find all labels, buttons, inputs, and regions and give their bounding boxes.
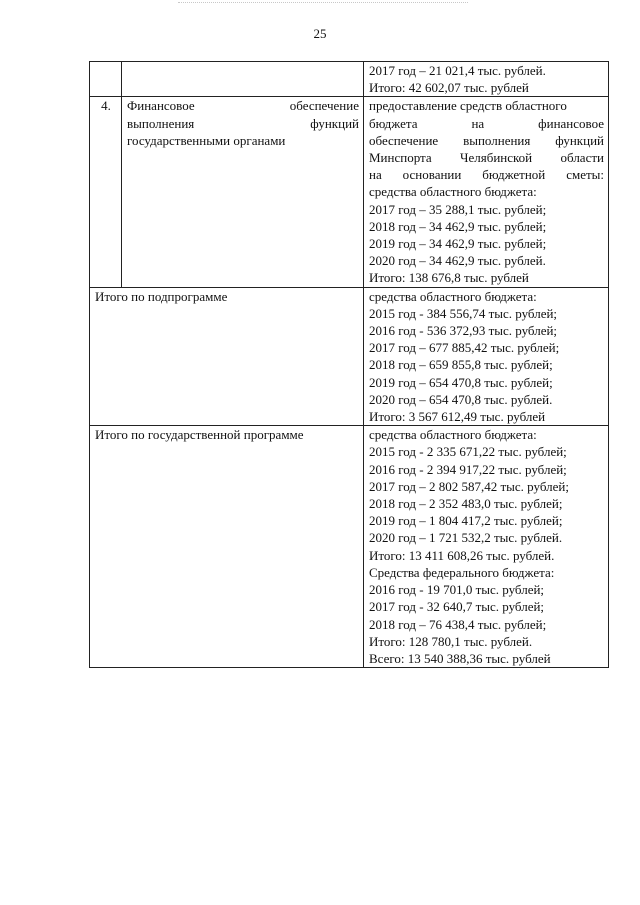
funding-line: на основании бюджетной сметы: (369, 167, 604, 183)
table-row-program-total (90, 426, 609, 668)
row-name-line: Финансовое обеспечение (127, 98, 359, 114)
funding-line: 2018 год – 34 462,9 тыс. рублей; (369, 218, 547, 234)
funding-cell (364, 287, 609, 426)
row-number-cell: 4. (90, 97, 122, 287)
funding-line: 2017 год – 677 885,42 тыс. рублей; (369, 340, 560, 356)
funding-total: Итого: 128 780,1 тыс. рублей. (369, 633, 533, 649)
funding-line: средства областного бюджета: (369, 288, 537, 304)
row-name-cell (122, 97, 364, 287)
funding-line: Минспорта Челябинской области (369, 150, 604, 166)
funding-line: 2017 год - 32 640,7 тыс. рублей; (369, 599, 545, 615)
budget-table (89, 61, 609, 668)
funding-line: 2017 год – 2 802 587,42 тыс. рублей; (369, 478, 569, 494)
row-name-cell (122, 62, 364, 97)
funding-line: Средства федерального бюджета: (369, 564, 555, 580)
funding-line: 2017 год – 21 021,4 тыс. рублей. (369, 63, 546, 78)
funding-line: 2019 год – 1 804 417,2 тыс. рублей; (369, 513, 563, 529)
table-row-continued (90, 62, 609, 97)
table-row-subprogram-total (90, 287, 609, 426)
funding-total: Итого: 138 676,8 тыс. рублей (369, 270, 529, 286)
funding-line: 2016 год - 536 372,93 тыс. рублей; (369, 323, 558, 339)
funding-line: 2020 год – 654 470,8 тыс. рублей. (369, 391, 553, 407)
funding-total: Итого: 13 411 608,26 тыс. рублей. (369, 547, 555, 563)
scan-header-noise (178, 2, 468, 7)
funding-total: Итого: 3 567 612,49 тыс. рублей (369, 409, 546, 425)
funding-line: бюджета на финансовое (369, 115, 604, 131)
funding-line: 2018 год – 659 855,8 тыс. рублей; (369, 357, 553, 373)
funding-line: 2015 год - 2 335 671,22 тыс. рублей; (369, 444, 567, 460)
funding-cell (364, 97, 609, 287)
row-label-cell: Итого по подпрограмме (90, 287, 364, 426)
funding-line: 2017 год – 35 288,1 тыс. рублей; (369, 201, 547, 217)
funding-line: 2020 год – 1 721 532,2 тыс. рублей. (369, 530, 563, 546)
funding-line: 2019 год – 654 470,8 тыс. рублей; (369, 374, 553, 390)
funding-line: 2016 год - 19 701,0 тыс. рублей; (369, 582, 545, 598)
row-number-cell (90, 62, 122, 97)
funding-line: 2019 год – 34 462,9 тыс. рублей; (369, 236, 547, 252)
funding-line: обеспечение выполнения функций (369, 132, 604, 148)
row-name-line: государственными органами (127, 132, 286, 148)
funding-line: 2018 год – 76 438,4 тыс. рублей; (369, 616, 547, 632)
table-row-4 (90, 97, 609, 287)
row-label-cell: Итого по государственной программе (90, 426, 364, 668)
funding-cell (364, 426, 609, 668)
funding-total: Итого: 42 602,07 тыс. рублей (369, 80, 529, 96)
funding-cell (364, 62, 609, 97)
funding-line: 2016 год - 2 394 917,22 тыс. рублей; (369, 461, 567, 477)
funding-line: 2015 год - 384 556,74 тыс. рублей; (369, 305, 558, 321)
funding-line: предоставление средств областного (369, 98, 567, 114)
row-name-line: выполнения функций (127, 115, 359, 131)
grand-total: Всего: 13 540 388,36 тыс. рублей (369, 650, 551, 666)
funding-line: 2020 год – 34 462,9 тыс. рублей. (369, 253, 546, 269)
funding-line: 2018 год – 2 352 483,0 тыс. рублей; (369, 496, 563, 512)
funding-line: средства областного бюджета: (369, 427, 537, 443)
page-number: 25 (313, 26, 327, 41)
funding-line: средства областного бюджета: (369, 184, 537, 200)
